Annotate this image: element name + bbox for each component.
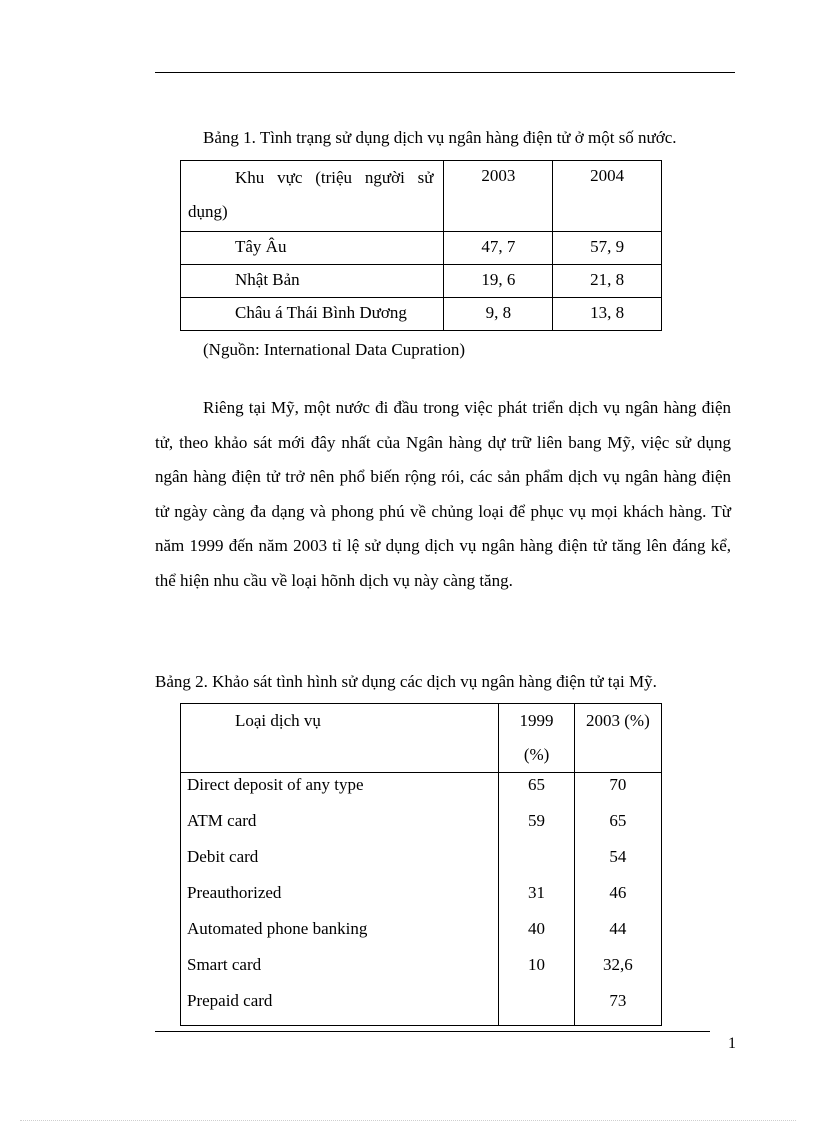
table2-cell-2003: 44 bbox=[609, 919, 627, 938]
table1-cell-2003: 9, 8 bbox=[444, 298, 553, 331]
table2-cell-service: Prepaid card bbox=[181, 989, 499, 1026]
table2-header-1999-line2: (%) bbox=[523, 745, 550, 764]
table1-cell-region: Nhật Bản bbox=[181, 265, 444, 298]
table-row bbox=[181, 953, 662, 989]
table2-cell-service: Smart card bbox=[181, 953, 499, 989]
table1-header-2003: 2003 bbox=[444, 161, 553, 232]
table2-caption: Bảng 2. Khảo sát tình hình sử dụng các dịch vụ ngân hàng điện tử tại Mỹ. bbox=[155, 672, 657, 691]
table-row bbox=[181, 809, 662, 845]
table-row bbox=[181, 917, 662, 953]
table1-header-region-line2: dụng) bbox=[188, 202, 228, 221]
table2-cell-1999: 31 bbox=[499, 881, 574, 917]
table1-cell-region: Tây Âu bbox=[181, 232, 444, 265]
table2-cell-1999: 40 bbox=[499, 917, 574, 953]
table2-cell-service: Direct deposit of any type bbox=[181, 773, 499, 810]
table-row bbox=[181, 845, 662, 881]
table2-cell-2003: 65 bbox=[609, 811, 627, 830]
table-row bbox=[181, 989, 662, 1026]
table2-cell-service: Automated phone banking bbox=[181, 917, 499, 953]
table1-header-region-line1: Khu vực (triệu người sử bbox=[235, 168, 434, 187]
table2-cell-1999: 59 bbox=[499, 809, 574, 845]
table2-header-1999-line1: 1999 bbox=[519, 711, 554, 730]
table2-cell-1999 bbox=[499, 845, 574, 881]
table-row bbox=[181, 232, 662, 265]
table2-cell-2003: 54 bbox=[609, 847, 627, 866]
footer-rule bbox=[155, 1031, 710, 1032]
table2-cell-service: Preauthorized bbox=[181, 881, 499, 917]
table1-source: (Nguồn: International Data Cupration) bbox=[203, 340, 466, 359]
table2-header-1999 bbox=[499, 704, 574, 773]
header-rule bbox=[155, 72, 735, 73]
page-edge-dotted-line bbox=[20, 1120, 796, 1121]
table2-cell-2003: 73 bbox=[609, 991, 627, 1010]
table-row bbox=[181, 773, 662, 810]
table1-cell-region: Châu á Thái Bình Dương bbox=[181, 298, 444, 331]
table1-cell-2003: 47, 7 bbox=[444, 232, 553, 265]
table1-cell-2004: 57, 9 bbox=[553, 232, 662, 265]
table1-header-2004: 2004 bbox=[553, 161, 662, 232]
table1-header-row bbox=[181, 161, 662, 232]
table2-header-2003: 2003 (%) bbox=[574, 704, 661, 773]
table2-header-service: Loại dịch vụ bbox=[181, 704, 499, 773]
table1-cell-2004: 13, 8 bbox=[553, 298, 662, 331]
table2-cell-2003: 32,6 bbox=[603, 955, 633, 974]
table1-cell-2004: 21, 8 bbox=[553, 265, 662, 298]
table1-header-region bbox=[181, 161, 444, 232]
table2 bbox=[180, 703, 662, 1026]
table2-cell-1999 bbox=[499, 989, 574, 1026]
page-number: 1 bbox=[728, 1035, 736, 1052]
table1 bbox=[180, 160, 662, 331]
table1-caption: Bảng 1. Tình trạng sử dụng dịch vụ ngân hàng điện tử ở một số nước. bbox=[203, 128, 677, 147]
table2-cell-service: ATM card bbox=[181, 809, 499, 845]
table-row bbox=[181, 298, 662, 331]
table2-cell-2003: 70 bbox=[609, 775, 627, 794]
body-paragraph: Riêng tại Mỹ, một nước đi đầu trong việc phát triển dịch vụ ngân hàng điện tử, theo khảo sát mới đây nhất của Ngân hàng dự trữ liên bang Mỹ, việc sử dụng ngân hàng điện tử trở nên phổ biến rộng rói, các sản phẩm dịch vụ ngân hàng điện tử ngày càng đa dạng và phong phú về chủng loại để phục vụ mọi khách hàng. Từ năm 1999 đến năm 2003 tỉ lệ sử dụng dịch vụ ngân hàng điện tử tăng lên đáng kể, thể hiện nhu cầu về loại hõnh dịch vụ này càng tăng. bbox=[155, 398, 731, 590]
table2-cell-2003: 46 bbox=[609, 883, 627, 902]
table2-cell-1999: 65 bbox=[499, 773, 574, 810]
table1-cell-2003: 19, 6 bbox=[444, 265, 553, 298]
table-row bbox=[181, 881, 662, 917]
table2-cell-1999: 10 bbox=[499, 953, 574, 989]
table-row bbox=[181, 265, 662, 298]
table2-header-row bbox=[181, 704, 662, 773]
table2-cell-service: Debit card bbox=[181, 845, 499, 881]
